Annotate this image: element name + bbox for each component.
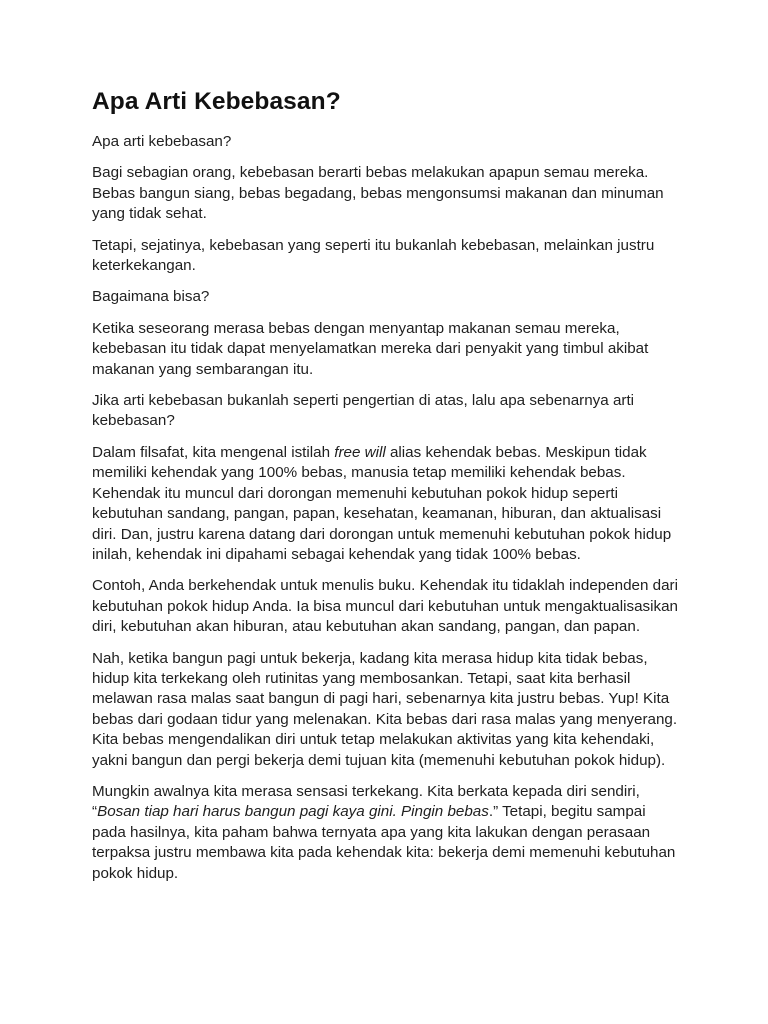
document-body [92, 132, 678, 884]
paragraph-text: Bagi sebagian orang, kebebasan berarti bebas melakukan apapun semau mereka. Bebas bangun siang, bebas begadang, bebas mengonsumsi makanan dan minuman yang tidak sehat. [92, 164, 664, 223]
paragraph [92, 576, 678, 637]
document-title: Apa Arti Kebebasan? [92, 88, 341, 115]
paragraph [92, 236, 678, 277]
paragraph-text: Dalam filsafat, kita mengenal istilah [92, 443, 335, 461]
paragraph [92, 287, 678, 307]
paragraph-text: alias kehendak bebas. Meskipun tidak memiliki kehendak yang 100% bebas, manusia tetap memiliki kehendak bebas. Kehendak itu muncul dari dorongan memenuhi kebutuhan pokok hidup seperti kebutuhan sandang, pangan, papan, kesehatan, keamanan, hiburan, dan aktualisasi diri. Dan, justru karena datang dari dorongan untuk memenuhi kebutuhan pokok hidup inilah, kehendak ini dipahami sebagai kehendak yang tidak 100% bebas. [92, 443, 672, 563]
paragraph-text: Bagaimana bisa? [92, 288, 210, 306]
paragraph-text: Nah, ketika bangun pagi untuk bekerja, kadang kita merasa hidup kita tidak bebas, hidup kita terkekang oleh rutinitas yang membosankan. Tetapi, saat kita berhasil melawan rasa malas saat bangun di pagi hari, sebenarnya kita justru bebas. Yup! Kita bebas dari godaan tidur yang melenakan. Kita bebas dari rasa malas yang menyerang. Kita bebas mengendalikan diri untuk tetap melakukan aktivitas yang kita kehendaki, yakni bangun dan pergi bekerja demi tujuan kita (memenuhi kebutuhan pokok hidup). [92, 649, 678, 769]
paragraph-text: Tetapi, sejatinya, kebebasan yang seperti itu bukanlah kebebasan, melainkan justru keterkekangan. [92, 236, 655, 275]
paragraph [92, 319, 678, 380]
italic-text: Bosan tiap hari harus bangun pagi kaya gini. Pingin bebas [97, 803, 489, 821]
paragraph [92, 163, 678, 224]
paragraph [92, 649, 678, 771]
paragraph [92, 391, 678, 432]
paragraph [92, 132, 678, 152]
paragraph [92, 443, 678, 565]
paragraph [92, 782, 678, 884]
paragraph-text: Apa arti kebebasan? [92, 133, 232, 150]
paragraph-text: Jika arti kebebasan bukanlah seperti pengertian di atas, lalu apa sebenarnya arti kebebasan? [92, 392, 635, 430]
paragraph-text: Ketika seseorang merasa bebas dengan menyantap makanan semau mereka, kebebasan itu tidak dapat menyelamatkan mereka dari penyakit yang timbul akibat makanan yang sembarangan itu. [92, 319, 649, 378]
paragraph-text: .” Tetapi, begitu sampai pada hasilnya, kita paham bahwa ternyata apa yang kita lakukan dengan perasaan terpaksa justru membawa kita pada kehendak kita: bekerja demi memenuhi kebutuhan pokok hidup. [92, 803, 676, 882]
paragraph-text: Contoh, Anda berkehendak untuk menulis buku. Kehendak itu tidaklah independen dari kebutuhan pokok hidup Anda. Ia bisa muncul dari kebutuhan untuk mengaktualisasikan diri, kebutuhan akan hiburan, atau kebutuhan akan sandang, pangan, dan papan. [92, 577, 678, 636]
paragraph-text: Mungkin awalnya kita merasa sensasi terkekang. Kita berkata kepada diri sendiri, “ [92, 782, 640, 821]
italic-text: free will [334, 443, 386, 461]
